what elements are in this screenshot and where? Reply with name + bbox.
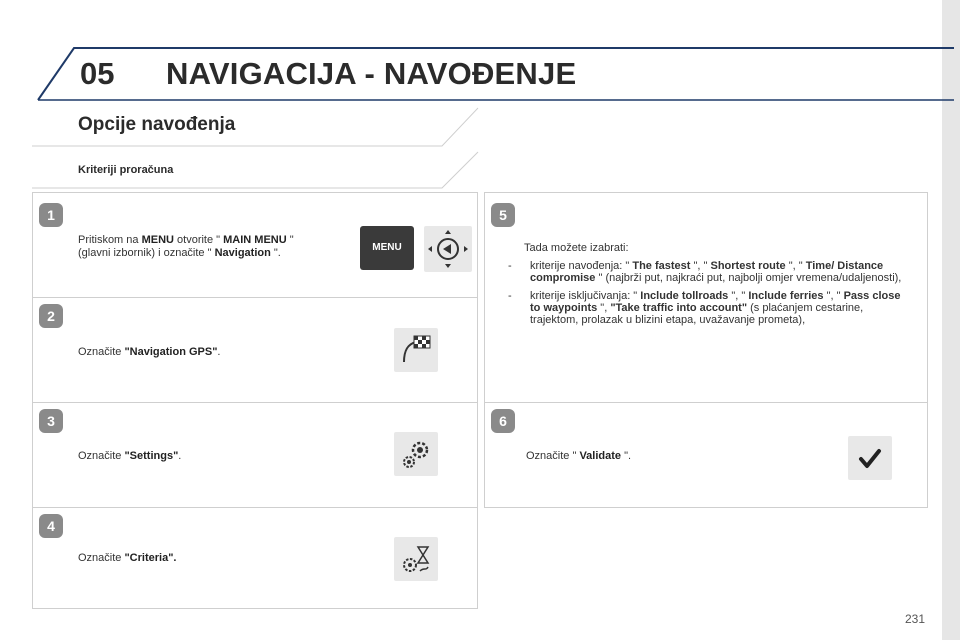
- checkmark-icon: [848, 436, 892, 480]
- step-2-text: Označite "Navigation GPS".: [78, 346, 221, 358]
- section-title: Opcije navođenja: [78, 114, 236, 135]
- step-3-badge: 3: [39, 409, 63, 433]
- step-4-text: Označite "Criteria".: [78, 552, 177, 564]
- page-number: 231: [905, 612, 926, 626]
- joystick-icon: [424, 226, 472, 272]
- step-1-text: Pritiskom na MENU otvorite " MAIN MENU " (glavni izbornik) i označite " Navigation ".: [78, 234, 294, 259]
- step-1-badge: 1: [39, 203, 63, 227]
- step-6-text: Označite " Validate ".: [526, 450, 632, 462]
- step-5-options: [508, 242, 908, 326]
- step-5-item-exclusion: - kriterije isključivanja: " Include tollroads ", " Include ferries ", " Pass close to waypoints ", "Take traffic into account" (s plaćanjem cestarine, trajektom, prolazak u blizini etapa, uvažavanje prometa),: [508, 290, 901, 326]
- step-5-item-routing: - kriterije navođenja: " The fastest ", " Shortest route ", " Time/ Distance compromise " (najbrži put, najkraći put, najbolji omjer vremena/udaljenosti),: [508, 260, 902, 284]
- gears-icon: [394, 432, 438, 476]
- checkered-flag-icon: [394, 328, 438, 372]
- menu-button-icon: MENU: [360, 226, 414, 270]
- step-2-badge: 2: [39, 304, 63, 328]
- step-6-badge: 6: [491, 409, 515, 433]
- criteria-icon: [394, 537, 438, 581]
- chapter-number: 05: [80, 56, 115, 91]
- step-5-intro: Tada možete izabrati:: [524, 242, 629, 254]
- step-3-text: Označite "Settings".: [78, 450, 182, 462]
- subsection-title: Kriteriji proračuna: [78, 164, 174, 176]
- step-5-badge: 5: [491, 203, 515, 227]
- chapter-title: NAVIGACIJA - NAVOĐENJE: [166, 56, 577, 91]
- chapter-header: [34, 46, 956, 102]
- step-4-badge: 4: [39, 514, 63, 538]
